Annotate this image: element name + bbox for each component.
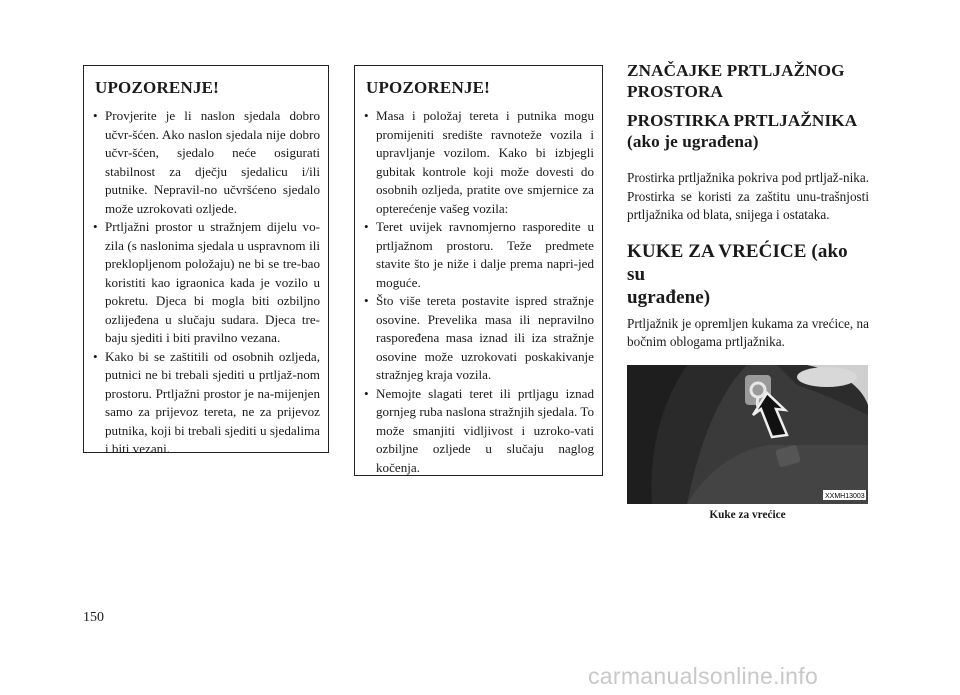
warning-title: UPOZORENJE! xyxy=(95,78,220,97)
warning-box-left xyxy=(83,65,329,456)
warning-list xyxy=(363,107,594,477)
cargo-hook-photo xyxy=(627,365,868,504)
watermark: carmanualsonline.info xyxy=(588,663,819,689)
warning-item: • Kako bi se zaštitili od osobnih ozljeda, putnici ne bi trebali sjediti u prtljaž-nom prostoru. Prtljažni prostor je na-mijenjen samo za prijevoz tereta, ne za prijevoz putnika, koji bi trebali sjediti u sjedalima i biti vezani. xyxy=(92,348,320,459)
warning-box-middle xyxy=(354,65,603,476)
cargo-mat-text: Prostirka prtljažnika pokriva pod prtljaž-nika. Prostirka se koristi za zaštitu unu-trašnjosti prtljažnika od blata, snijega i ostataka. xyxy=(627,170,869,222)
warning-item: • Masa i položaj tereta i putnika mogu promijeniti središte ravnoteže vozila i upravljanje vozilom. Kako bi izbjegli gubitak kontrole koji može dovesti do osobnih ozljeda, pratite ove smjernice za opterećenje vašeg vozila: xyxy=(363,107,594,218)
warning-item: • Prtljažni prostor u stražnjem dijelu vo-zila (s naslonima sjedala u uspravnom ili preklopljenom položaju) ne bi se tre-bao koristiti kao igraonica kada je vozilo u pokretu. Djeca bi mogla biti ozbiljno ozlijeđena u slučaju sudara. Djeca tre-baju sjediti i biti pravilno vezana. xyxy=(92,218,320,348)
page-number: 150 xyxy=(83,610,104,625)
image-caption: Kuke za vrećice xyxy=(709,509,786,521)
warning-item: • Nemojte slagati teret ili prtljagu iznad gornjeg ruba naslona stražnjih sjedala. To može smanjiti vidljivost i uzroko-vati ozbiljne ozljede u slučaju naglog kočenja. xyxy=(363,385,594,478)
section-heading-cargo-mat: PROSTIRKA PRTLJAŽNIKA (ako je ugrađena) xyxy=(627,111,858,151)
section-heading-features: ZNAČAJKE PRTLJAŽNOG PROSTORA xyxy=(627,61,845,101)
image-code: XXMH13003 xyxy=(825,493,865,500)
warning-item: • Što više tereta postavite ispred stražnje osovine. Prevelika masa ili nepravilno raspoređena masa iznad ili iza stražnje osovine može uzrokovati poskakivanje stražnjeg kraja vozila. xyxy=(363,292,594,385)
warning-list xyxy=(92,107,320,459)
warning-title: UPOZORENJE! xyxy=(366,78,491,97)
section-heading-bag-hooks: KUKE ZA VREĆICE (ako su ugrađene) xyxy=(627,240,848,308)
warning-item: • Provjerite je li naslon sjedala dobro učvr-šćen. Ako naslon sjedala nije dobro učvr-šćen, sjedalo neće osigurati stabilnost za dječju sjedalicu i/ili putnike. Nepravil-no učvršćeno sjedalo može uzrokovati ozljede. xyxy=(92,107,320,218)
cargo-hook-illustration xyxy=(627,365,868,504)
warning-item: • Teret uvijek ravnomjerno rasporedite u prtljažnom prostoru. Teže predmete stavite što je niže i dalje prema napri-jed moguće. xyxy=(363,218,594,292)
bag-hooks-text: Prtljažnik je opremljen kukama za vrećice, na bočnim oblogama prtljažnika. xyxy=(627,315,869,349)
right-column xyxy=(627,60,869,352)
